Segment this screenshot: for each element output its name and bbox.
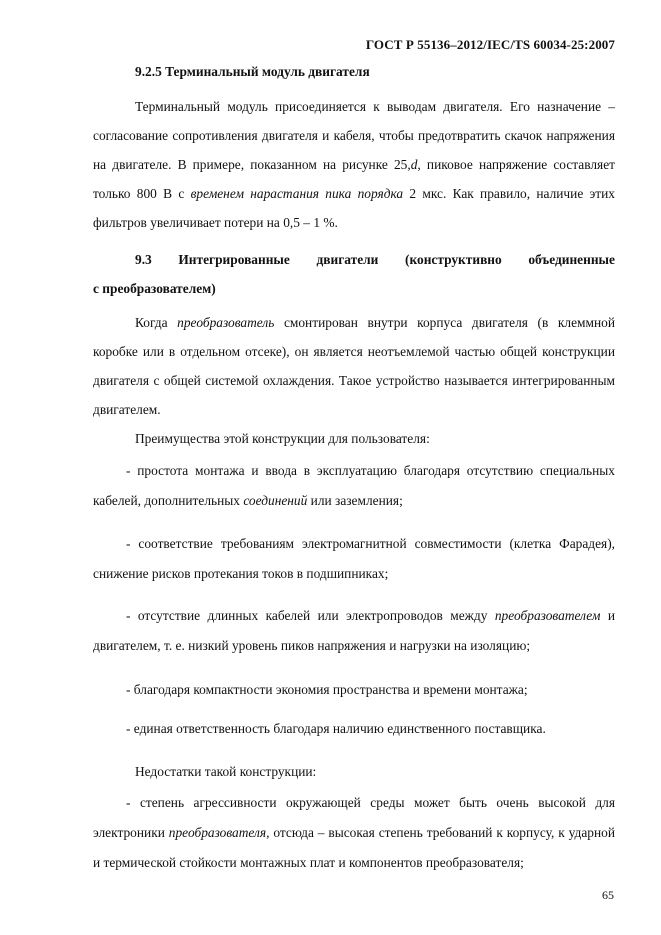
- text-run: и: [600, 608, 616, 623]
- term-converter: преобразователем: [494, 608, 601, 623]
- text-run: на двигателе. В примере, показанном на рисунке 25,: [93, 157, 411, 172]
- term-converter: преобразователя,: [168, 825, 270, 840]
- para-93-line-1: [135, 315, 615, 331]
- advantage-3-line-1: [126, 608, 615, 624]
- text-run: - отсутствие длинных кабелей или электропроводов между: [126, 608, 495, 623]
- para-925-line-2: согласование сопротивления двигателя и кабеля, чтобы предотвратить скачок напряжения: [93, 128, 615, 143]
- title-word: двигатели: [316, 252, 379, 267]
- advantage-4: - благодаря компактности экономия пространства и времени монтажа;: [126, 682, 528, 697]
- section-925-title: 9.2.5 Терминальный модуль двигателя: [135, 64, 370, 79]
- standard-header: ГОСТ Р 55136–2012/IEC/TS 60034-25:2007: [365, 37, 615, 52]
- disadvantage-1-line-1: - степень агрессивности окружающей среды может быть очень высокой для: [126, 795, 615, 810]
- para-925-line-4: [93, 186, 615, 202]
- text-run: электроники: [93, 825, 169, 840]
- text-run: только 800 В с: [93, 186, 185, 201]
- para-93-line-4: двигателем.: [93, 402, 161, 417]
- term-converter: преобразователь: [177, 315, 275, 330]
- text-run: кабелей, дополнительных: [93, 493, 244, 508]
- advantage-5: - единая ответственность благодаря наличию единственного поставщика.: [126, 721, 546, 736]
- para-925-line-3: [93, 157, 615, 173]
- section-93-title: [135, 252, 615, 268]
- title-word: (конструктивно: [405, 252, 502, 267]
- text-run: 2 мкс. Как правило, наличие этих: [403, 186, 615, 201]
- disadvantage-1-line-3: и термической стойкости монтажных плат и компонентов преобразователя;: [93, 855, 524, 870]
- advantage-1-line-2: [93, 493, 615, 509]
- page-number: 65: [602, 888, 614, 902]
- advantage-2-line-2: снижение рисков протекания токов в подшипниках;: [93, 566, 389, 581]
- para-93-line-2: коробке или в отдельном отсеке), он является неотъемлемой частью общей конструкции: [93, 344, 615, 359]
- text-run: смонтирован внутри корпуса двигателя (в клеммной: [274, 315, 616, 330]
- advantage-2-line-1: - соответствие требованиям электромагнитной совместимости (клетка Фарадея),: [126, 536, 615, 551]
- para-925-line-5: фильтров увеличивает потери на 0,5 – 1 %.: [93, 215, 338, 230]
- figure-letter: d: [410, 157, 418, 172]
- advantage-3-line-2: двигателем, т. е. низкий уровень пиков напряжения и нагрузки на изоляцию;: [93, 638, 531, 653]
- text-run: отсюда – высокая степень требований к корпусу, к ударной: [269, 825, 615, 840]
- term-connections: соединений: [243, 493, 308, 508]
- title-word: объединенные: [528, 252, 615, 267]
- advantages-heading: Преимущества этой конструкции для пользователя:: [135, 431, 430, 446]
- term-rise-time: временем нарастания пика порядка: [190, 186, 404, 201]
- text-run: , пиковое напряжение составляет: [417, 157, 616, 172]
- disadvantages-heading: Недостатки такой конструкции:: [135, 764, 317, 779]
- disadvantage-1-line-2: [93, 825, 615, 841]
- para-93-line-3: двигателя с общей системой охлаждения. Такое устройство называется интегрированным: [93, 373, 615, 388]
- text-run: Когда: [135, 315, 178, 330]
- text-run: или заземления;: [307, 493, 403, 508]
- title-word: Интегрированные: [178, 252, 290, 267]
- section-number: 9.3: [135, 252, 152, 267]
- para-925-line-1: Терминальный модуль присоединяется к выводам двигателя. Его назначение –: [135, 99, 615, 114]
- section-93-title-line-2: с преобразователем): [93, 281, 216, 296]
- advantage-1-line-1: - простота монтажа и ввода в эксплуатацию благодаря отсутствию специальных: [126, 463, 615, 478]
